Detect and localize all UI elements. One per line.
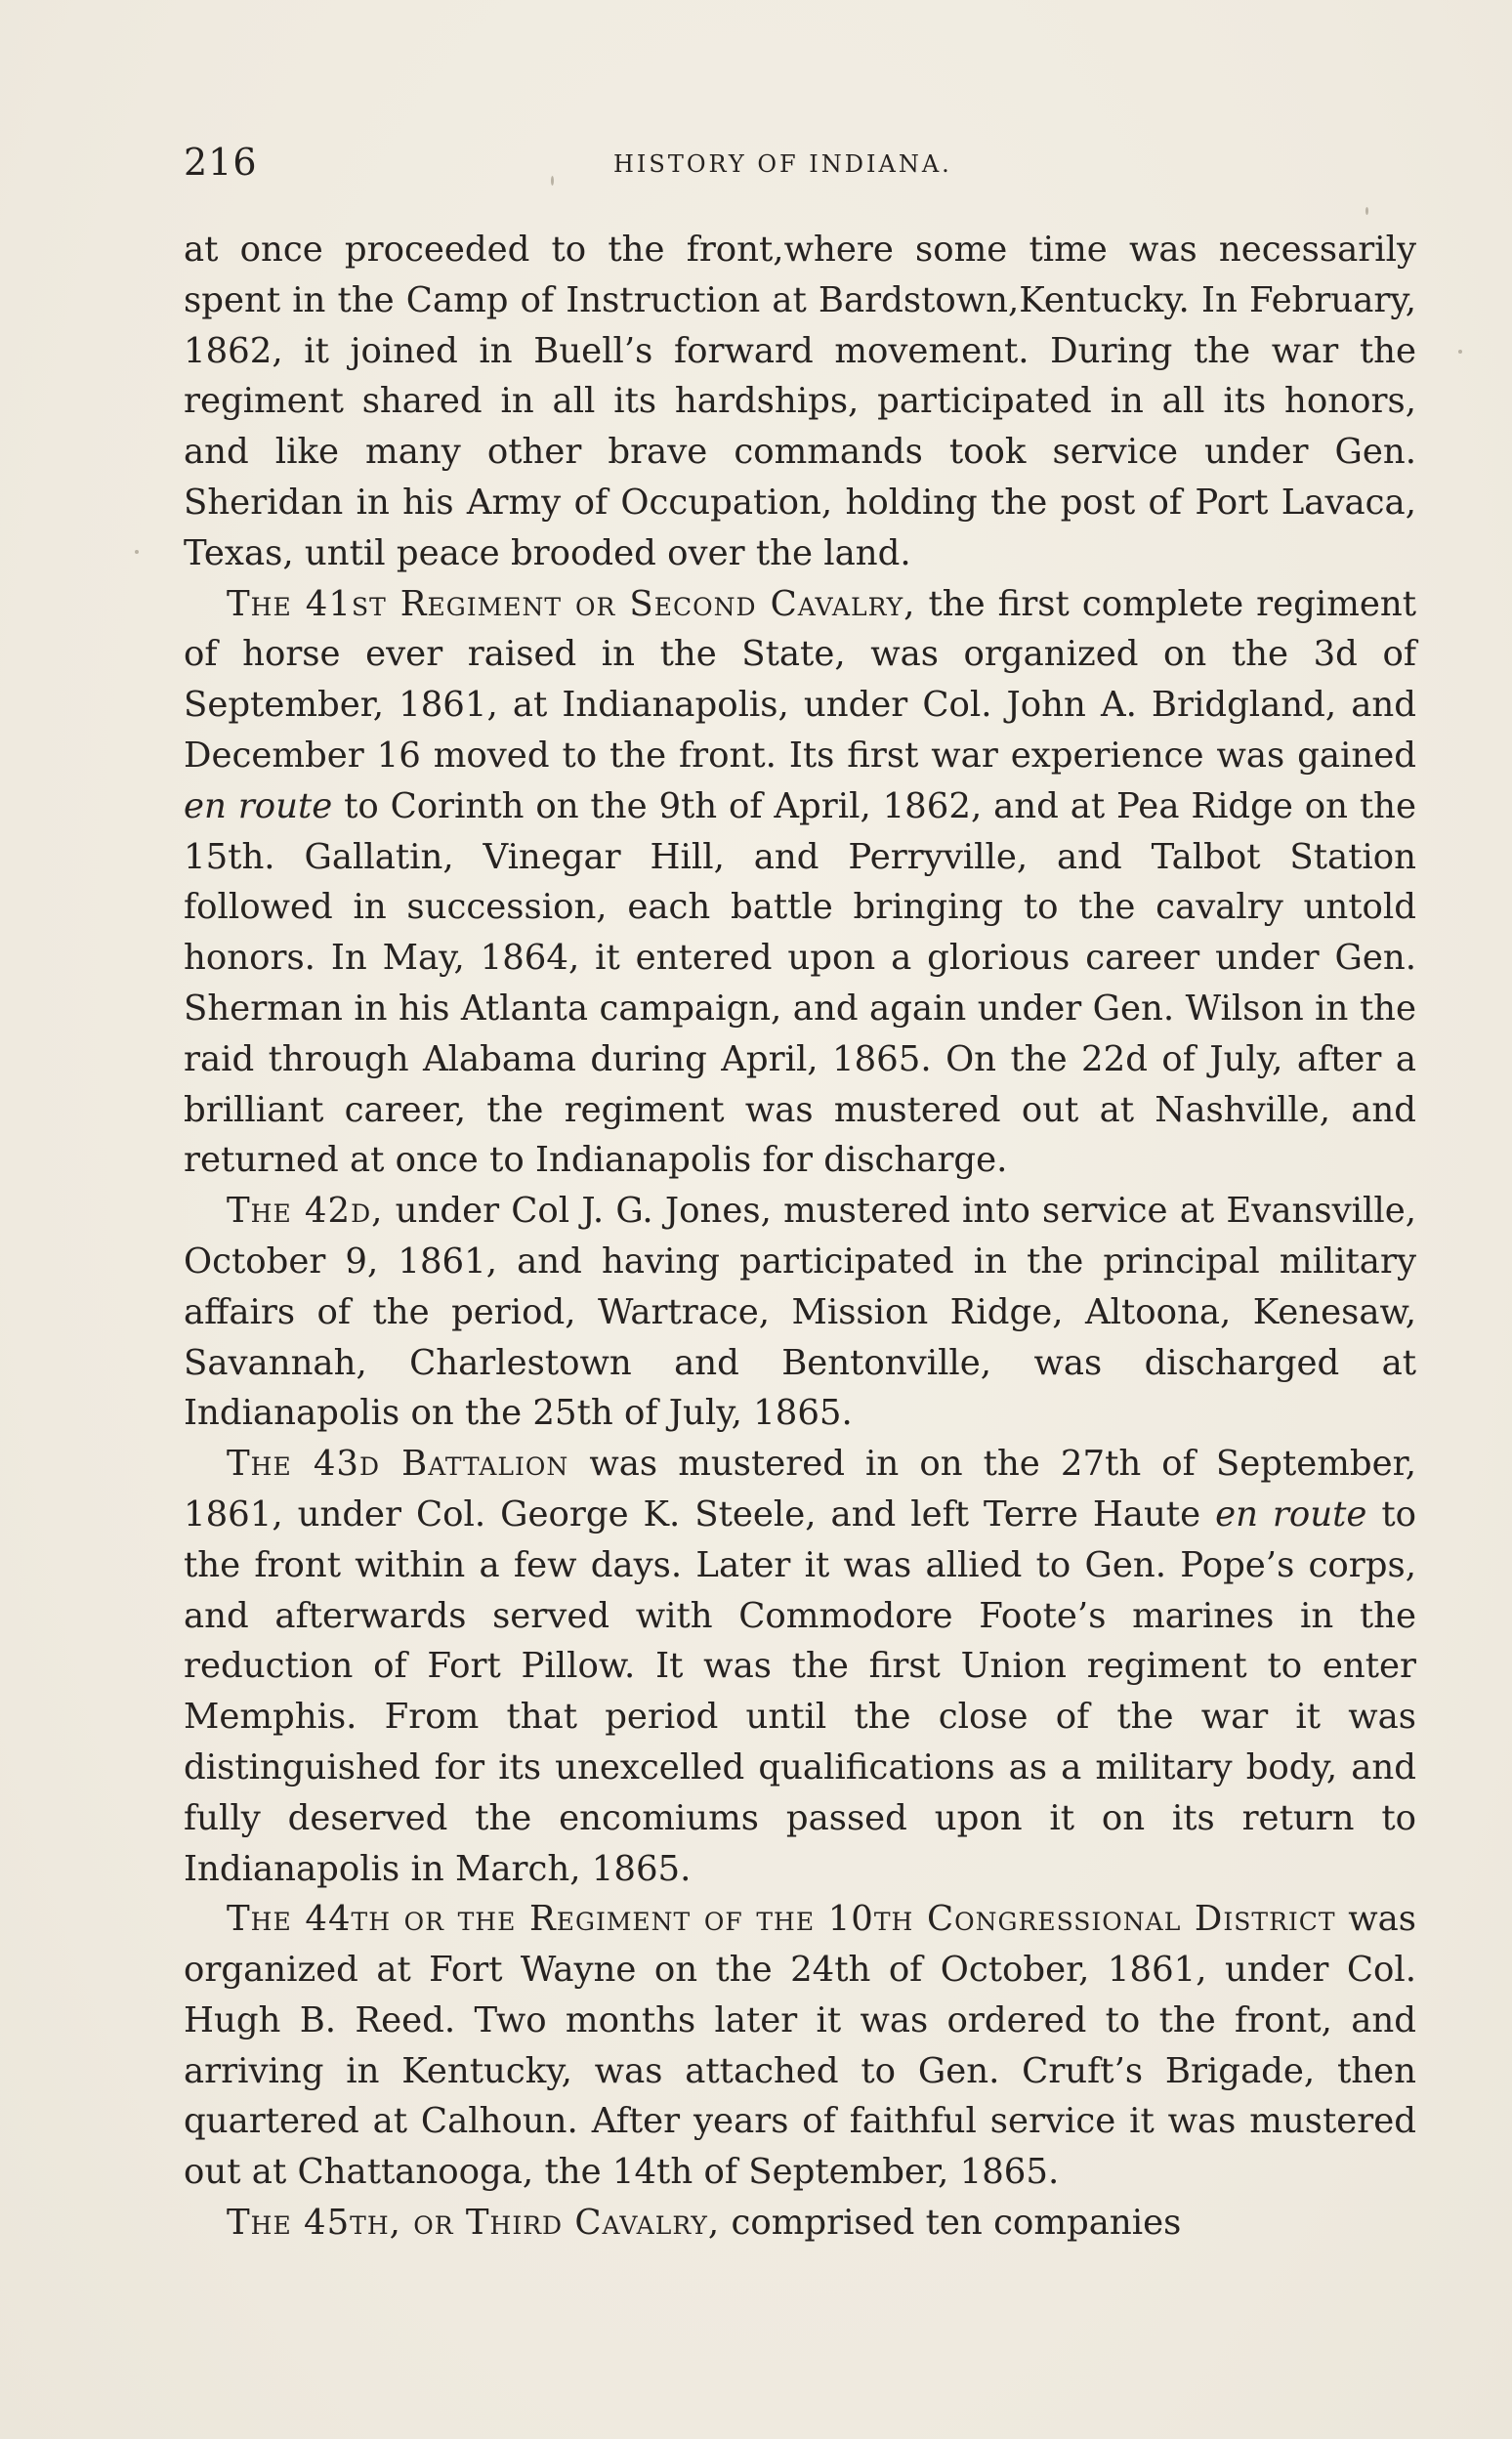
paragraph-text: at once proceeded to the front,where some time was necessarily spent in the Camp of Instruction at Bardstown,Kentucky. In February, 1862, it joined in Buell’s forward movement. During the war the regiment shared in all its hardships, participated in all its honors, and like many other brave commands took service under Gen. Sheridan in his Army of Occupation, holding the post of Port Lavaca, Texas, until peace brooded over the land. xyxy=(184,230,1416,573)
paragraph-text: was mustered in on the 27th of September, 1861, under Col. George K. Steele, and left Terre Haute xyxy=(184,1444,1416,1535)
paragraph-text: the first complete regiment of horse ever raised in the State, was organized on the 3d of September, 1861, at Indianapolis, under Col. John A. Bridgland, and December 16 moved to the front. Its first war experience was gained xyxy=(184,583,1417,776)
paragraph-44th xyxy=(184,1894,1416,2198)
paragraph-heading: The 41st Regiment or Second Cavalry, xyxy=(227,583,916,624)
paragraph-continuation xyxy=(184,225,1416,579)
running-title: HISTORY OF INDIANA. xyxy=(613,150,952,178)
paragraph-text: to the front within a few days. Later it was allied to Gen. Pope’s corps, and afterwards served with Commodore Foote’s marines in the reduction of Fort Pillow. It was the first Union regiment to enter Memphis. From that period until the close of the war it was distinguished for its unexcelled qualifications as a military body, and fully deserved the encomiums passed upon it on its return to Indianapolis in March, 1865. xyxy=(184,1493,1416,1889)
paragraph-heading: The 44th or the Regiment of the 10th Congressional District xyxy=(227,1899,1336,1940)
paragraph-45th xyxy=(184,2198,1416,2249)
paragraph-41st-regiment xyxy=(184,579,1416,1187)
paragraph-heading: The 42d, xyxy=(227,1191,384,1232)
paper-speck xyxy=(1365,207,1368,215)
body-text xyxy=(184,225,1416,2249)
italic-phrase: en route xyxy=(184,785,333,826)
paragraph-text: under Col J. G. Jones, mustered into service at Evansville, October 9, 1861, and having participated in the principal military affairs of the period, Wartrace, Mission Ridge, Altoona, Kenesaw, Savannah, Charlestown and Bentonville, was discharged at Indianapolis on the 25th of July, 1865. xyxy=(184,1191,1416,1434)
paper-speck xyxy=(551,176,554,186)
paragraph-heading: The 45th, or Third Cavalry, xyxy=(227,2203,721,2244)
paragraph-heading: The 43d Battalion xyxy=(227,1444,569,1485)
paper-speck xyxy=(135,550,139,554)
paper-speck xyxy=(1458,350,1462,354)
paragraph-text: to Corinth on the 9th of April, 1862, and at Pea Ridge on the 15th. Gallatin, Vinegar Hill, and Perryville, and Talbot Station followed in succession, each battle bringing to the cavalry untold honors. In May, 1864, it entered upon a glorious career under Gen. Sherman in his Atlanta campaign, and again under Gen. Wilson in the raid through Alabama during April, 1865. On the 22d of July, after a brilliant career, the regiment was mustered out at Nashville, and returned at once to Indianapolis for discharge. xyxy=(184,785,1417,1181)
paragraph-text: was organized at Fort Wayne on the 24th of October, 1861, under Col. Hugh B. Reed. Two months later it was ordered to the front, and arriving in Kentucky, was attached to Gen. Cruft’s Brigade, then quartered at Calhoun. After years of faithful service it was mustered out at Chattanooga, the 14th of September, 1865. xyxy=(184,1899,1416,2193)
paragraph-43d-battalion xyxy=(184,1439,1416,1894)
paragraph-text: comprised ten companies xyxy=(720,2203,1182,2244)
page-number: 216 xyxy=(184,141,258,184)
italic-phrase: en route xyxy=(1215,1493,1367,1535)
paragraph-42d xyxy=(184,1186,1416,1439)
page-header xyxy=(184,141,1414,199)
